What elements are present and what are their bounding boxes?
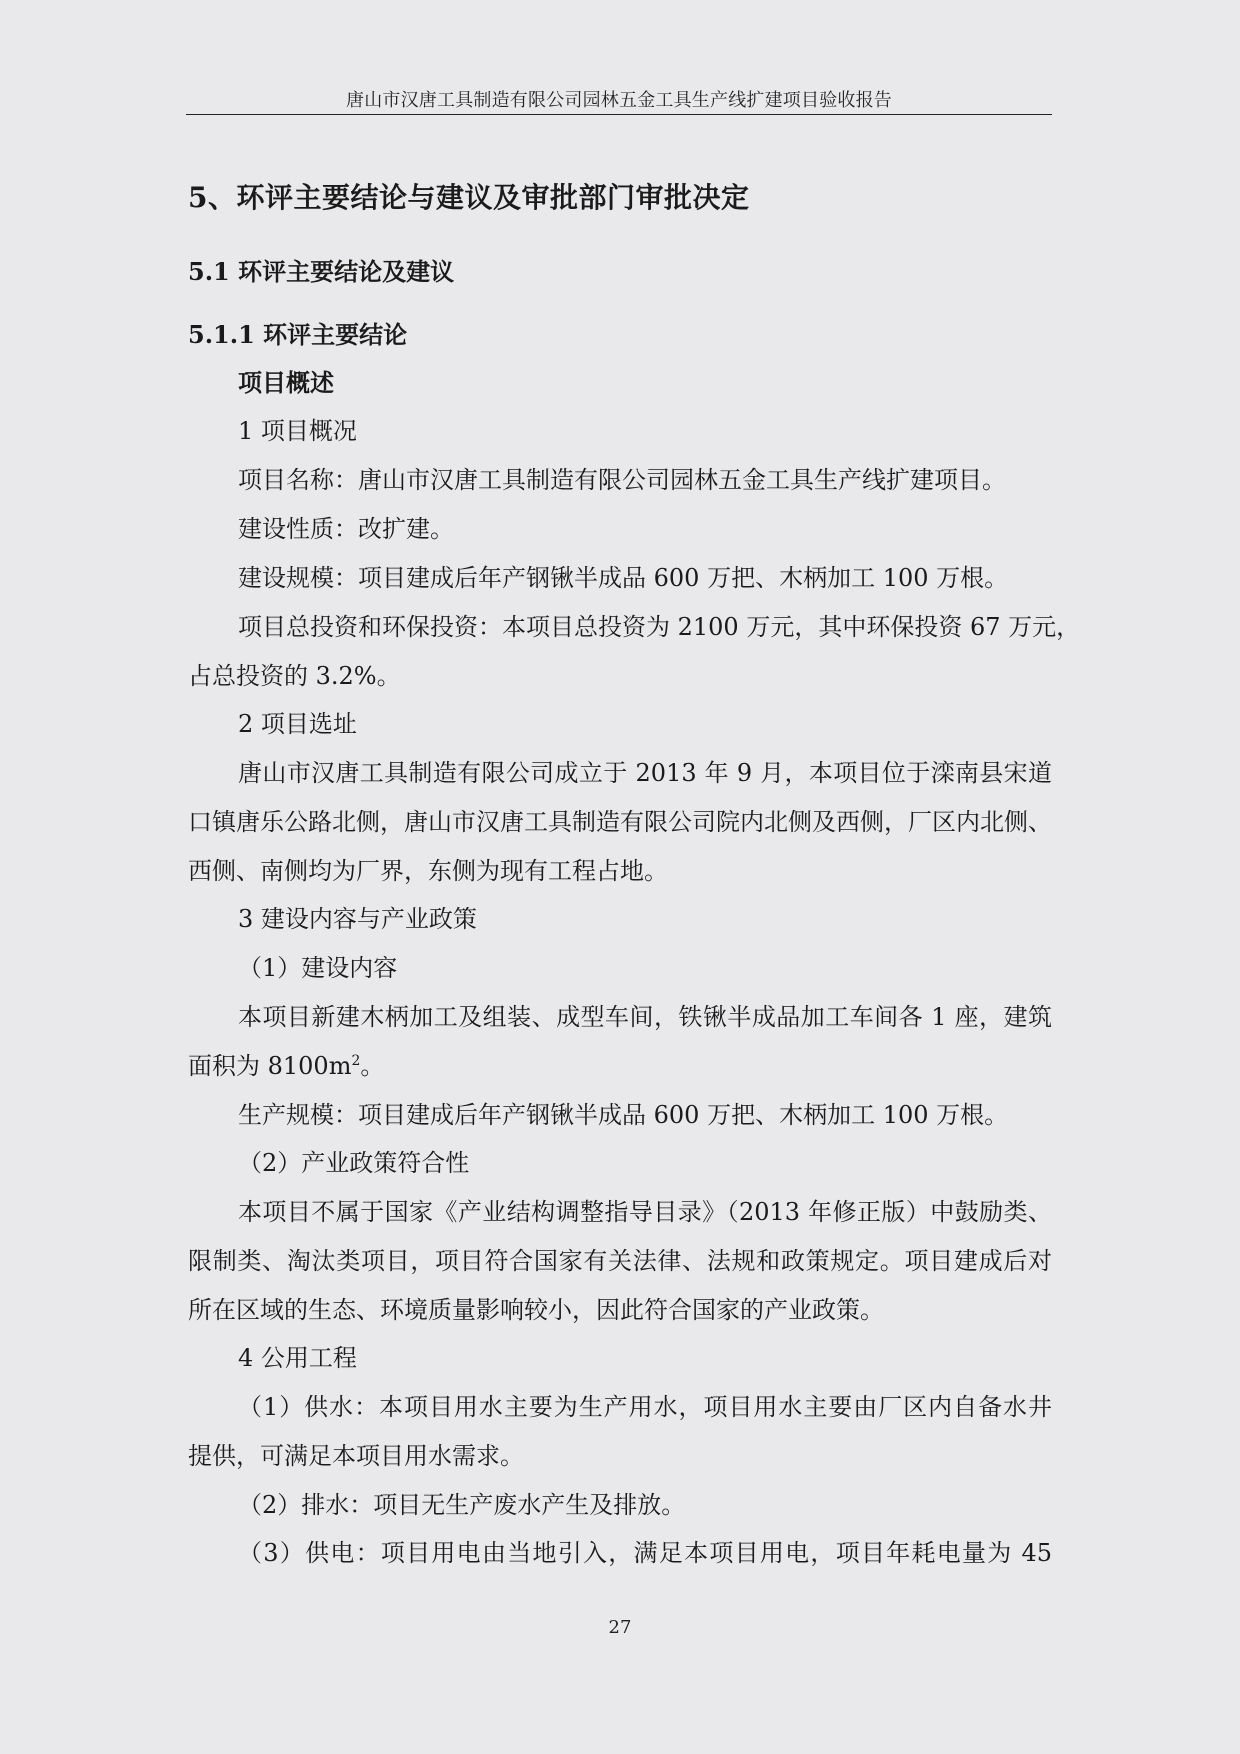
paragraph-line: 建设性质：改扩建。	[238, 515, 454, 543]
paragraph-line: 建设规模：项目建成后年产钢锹半成品 600 万把、木柄加工 100 万根。	[238, 564, 1009, 592]
paragraph-title: 4 公用工程	[238, 1344, 357, 1372]
paragraph-line: 口镇唐乐公路北侧，唐山市汉唐工具制造有限公司院内北侧及西侧，厂区内北侧、	[188, 808, 1052, 836]
area-text-end: 。	[360, 1052, 385, 1080]
paragraph-subtitle: （1）建设内容	[238, 954, 398, 982]
paragraph-line: 限制类、淘汰类项目，项目符合国家有关法律、法规和政策规定。项目建成后对	[188, 1247, 1052, 1275]
paragraph-line: 提供，可满足本项目用水需求。	[188, 1442, 524, 1470]
page-number: 27	[608, 1617, 632, 1638]
topic-heading: 项目概述	[238, 368, 334, 397]
header-divider	[186, 114, 1052, 115]
paragraph-line: 项目名称：唐山市汉唐工具制造有限公司园林五金工具生产线扩建项目。	[238, 466, 1006, 494]
paragraph-line: 生产规模：项目建成后年产钢锹半成品 600 万把、木柄加工 100 万根。	[238, 1101, 1009, 1129]
running-header: 唐山市汉唐工具制造有限公司园林五金工具生产线扩建项目验收报告	[346, 90, 892, 111]
paragraph-line: 所在区域的生态、环境质量影响较小，因此符合国家的产业政策。	[188, 1296, 884, 1324]
paragraph-line: 本项目新建木柄加工及组装、成型车间，铁锹半成品加工车间各 1 座，建筑	[238, 1003, 1052, 1031]
area-unit-superscript: 2	[351, 1053, 361, 1069]
paragraph-line: 本项目不属于国家《产业结构调整指导目录》（2013 年修正版）中鼓励类、	[238, 1198, 1052, 1226]
section-heading: 5.1 环评主要结论及建议	[188, 257, 455, 286]
chapter-heading: 5、环评主要结论与建议及审批部门审批决定	[188, 181, 750, 214]
paragraph-line: 项目总投资和环保投资：本项目总投资为 2100 万元，其中环保投资 67 万元，	[238, 613, 1081, 641]
subsection-heading: 5.1.1 环评主要结论	[188, 320, 408, 349]
paragraph-line: （1）供水：本项目用水主要为生产用水，项目用水主要由厂区内自备水井	[238, 1393, 1052, 1421]
paragraph-title: 3 建设内容与产业政策	[238, 905, 477, 933]
paragraph-line: 西侧、南侧均为厂界，东侧为现有工程占地。	[188, 857, 668, 885]
paragraph-line: 占总投资的 3.2%。	[188, 662, 401, 690]
paragraph-subtitle: （2）产业政策符合性	[238, 1149, 470, 1177]
paragraph-line: （3）供电：项目用电由当地引入，满足本项目用电，项目年耗电量为 45	[238, 1539, 1052, 1567]
area-text: 面积为 8100m	[188, 1052, 352, 1080]
paragraph-line: 唐山市汉唐工具制造有限公司成立于 2013 年 9 月，本项目位于滦南县宋道	[238, 759, 1052, 787]
paragraph-line	[188, 1051, 1052, 1081]
paragraph-line: （2）排水：项目无生产废水产生及排放。	[238, 1491, 686, 1519]
paragraph-title: 2 项目选址	[238, 710, 357, 738]
paragraph-title: 1 项目概况	[238, 417, 357, 445]
